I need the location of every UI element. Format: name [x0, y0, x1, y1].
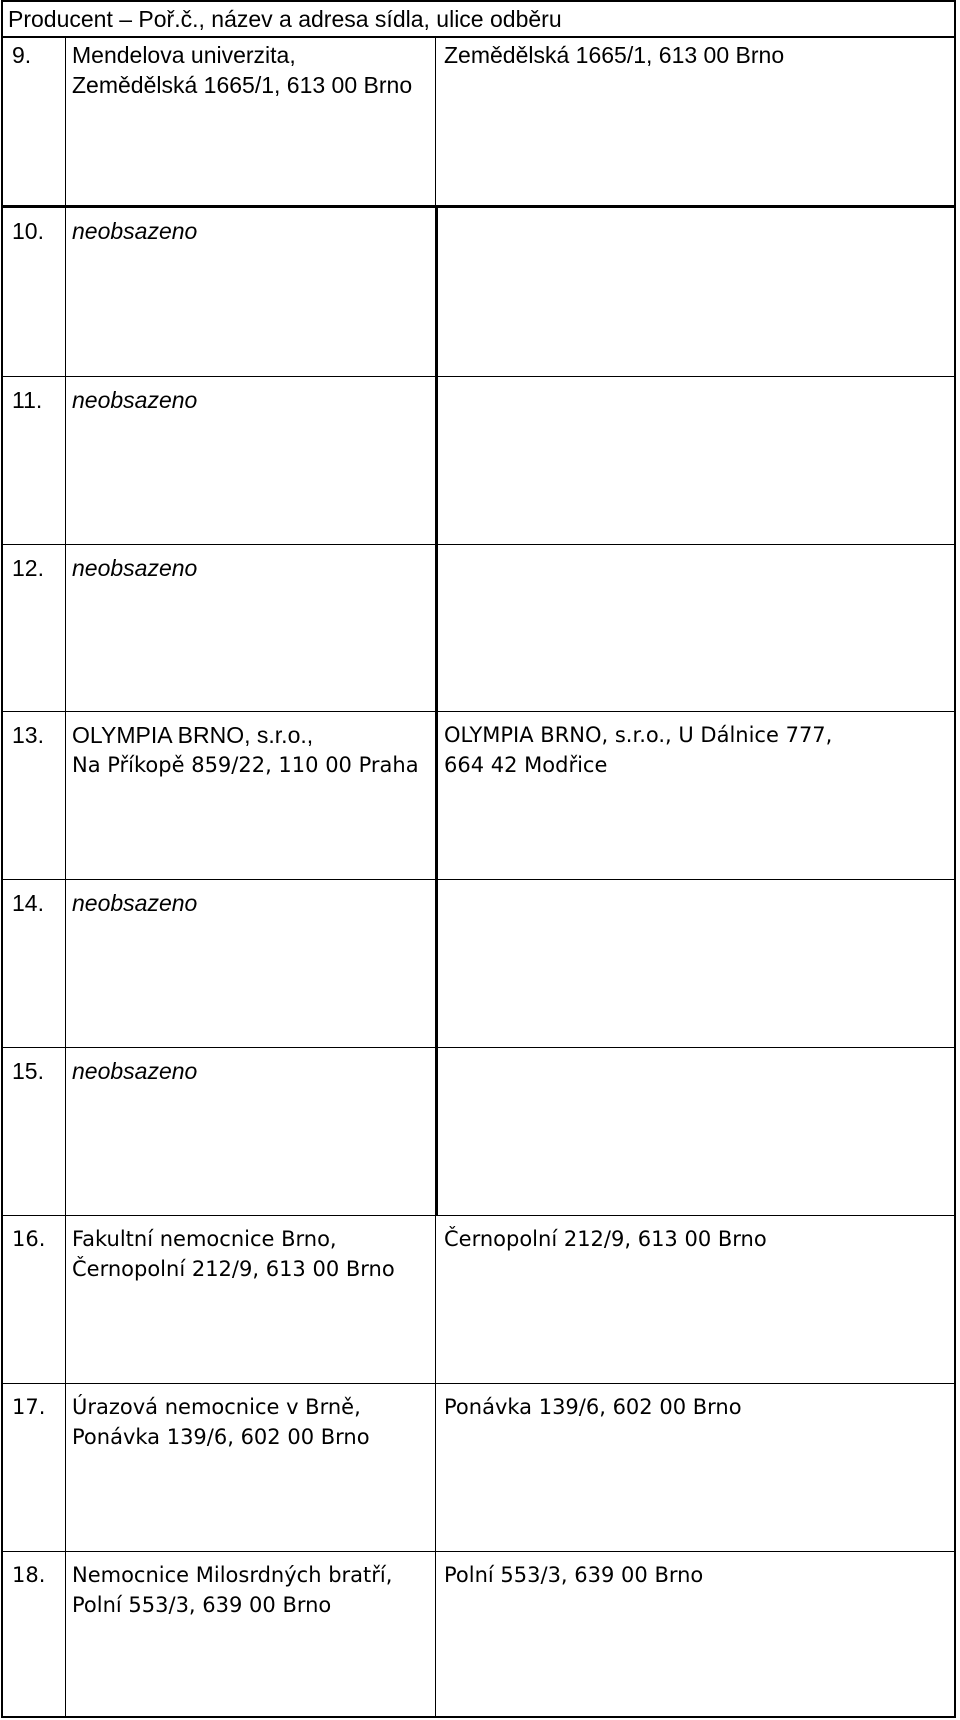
producer-name: Úrazová nemocnice v Brně, Ponávka 139/6, 602 00 Brno [72, 1395, 370, 1449]
producer-name: neobsazeno [72, 218, 198, 244]
row-number: 12. [12, 555, 44, 581]
row-number: 16. [12, 1227, 46, 1251]
producer-name: neobsazeno [72, 555, 198, 581]
row-number: 13. [12, 722, 44, 748]
table-row [3, 1048, 954, 1216]
producer-name: Fakultní nemocnice Brno, Černopolní 212/9, 613 00 Brno [72, 1227, 395, 1281]
pickup-address: Zemědělská 1665/1, 613 00 Brno [444, 42, 785, 68]
table-row [3, 1216, 954, 1384]
pickup-address: Černopolní 212/9, 613 00 Brno [444, 1227, 767, 1251]
row-number: 18. [12, 1563, 46, 1587]
producer-name: OLYMPIA BRNO, s.r.o., Na Příkopě 859/22, 110 00 Praha [72, 722, 419, 777]
row-number: 9. [12, 42, 32, 68]
producer-name: neobsazeno [72, 387, 198, 413]
table-row [3, 545, 954, 712]
row-number: 10. [12, 218, 44, 244]
table-row [3, 377, 954, 545]
table-header: Producent – Poř.č., název a adresa sídla, ulice odběru [3, 2, 954, 38]
producer-name: Mendelova univerzita, Zemědělská 1665/1, 613 00 Brno [72, 42, 413, 98]
table-row [3, 1552, 954, 1716]
table-row [3, 208, 954, 377]
producer-name: neobsazeno [72, 1058, 198, 1084]
table-row [3, 880, 954, 1048]
pickup-address: Polní 553/3, 639 00 Brno [444, 1563, 704, 1587]
pickup-address: OLYMPIA BRNO, s.r.o., U Dálnice 777, 664 42 Modřice [444, 723, 833, 777]
row-number: 14. [12, 890, 44, 916]
row-number: 17. [12, 1395, 46, 1419]
table-row [3, 712, 954, 880]
producer-name: Nemocnice Milosrdných bratří, Polní 553/3, 639 00 Brno [72, 1563, 393, 1617]
row-number: 15. [12, 1058, 44, 1084]
table-row [3, 1384, 954, 1552]
table-row [3, 38, 954, 208]
producer-name: neobsazeno [72, 890, 198, 916]
producer-table [1, 0, 956, 1718]
pickup-address: Ponávka 139/6, 602 00 Brno [444, 1395, 742, 1419]
row-number: 11. [12, 387, 43, 413]
